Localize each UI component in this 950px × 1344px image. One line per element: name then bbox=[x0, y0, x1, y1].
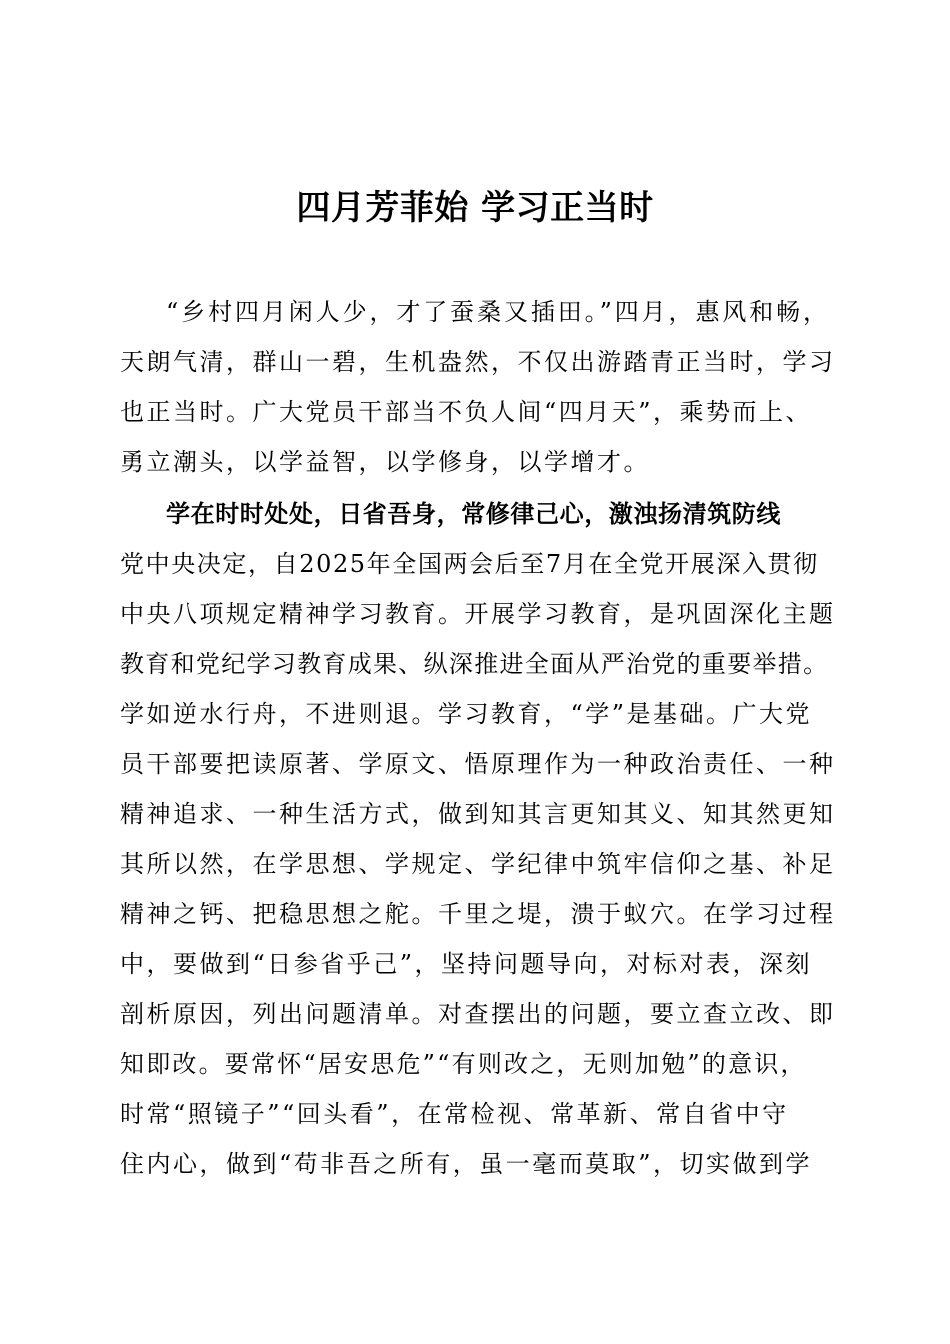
document-title: 四月芳菲始 学习正当时 bbox=[296, 188, 654, 228]
paragraph-1-line-4: 勇立潮头，以学益智，以学修身，以学增才。 bbox=[120, 448, 650, 476]
paragraph-1-line-1: “乡村四月闲人少，才了蚕桑又插田。”四月，惠风和畅， bbox=[166, 298, 830, 326]
paragraph-2-line-1: 党中央决定，自2025年全国两会后至7月在全党开展深入贯彻 bbox=[120, 550, 819, 578]
paragraph-2-line-7: 其所以然，在学思想、学规定、学纪律中筑牢信仰之基、补足 bbox=[120, 850, 836, 878]
paragraph-2-line-8: 精神之钙、把稳思想之舵。千里之堤，溃于蚁穴。在学习过程 bbox=[120, 900, 836, 928]
paragraph-2-line-10: 剖析原因，列出问题清单。对查摆出的问题，要立查立改、即 bbox=[120, 1000, 836, 1028]
paragraph-2-line-5: 员干部要把读原著、学原文、悟原理作为一种政治责任、一种 bbox=[120, 750, 836, 778]
paragraph-2-line-2: 中央八项规定精神学习教育。开展学习教育，是巩固深化主题 bbox=[120, 600, 836, 628]
paragraph-2-line-12: 时常“照镜子”“回头看”，在常检视、常革新、常自省中守 bbox=[120, 1100, 789, 1128]
paragraph-2-line-11: 知即改。要常怀“居安思危”“有则改之，无则加勉”的意识， bbox=[120, 1050, 807, 1078]
paragraph-1-line-3: 也正当时。广大党员干部当不负人间“四月天”，乘势而上、 bbox=[120, 398, 813, 426]
paragraph-2-line-3: 教育和党纪学习教育成果、纵深推进全面从严治党的重要举措。 bbox=[120, 650, 829, 678]
paragraph-2-line-9: 中，要做到“日参省乎己”，坚持问题导向，对标对表，深刻 bbox=[120, 950, 813, 978]
paragraph-1-line-2: 天朗气清，群山一碧，生机盎然，不仅出游踏青正当时，学习 bbox=[120, 348, 836, 376]
paragraph-2-line-13: 住内心，做到“苟非吾之所有，虽一毫而莫取”，切实做到学 bbox=[120, 1150, 813, 1178]
paragraph-2-line-6: 精神追求、一种生活方式，做到知其言更知其义、知其然更知 bbox=[120, 800, 836, 828]
paragraph-2-line-4: 学如逆水行舟，不进则退。学习教育，“学”是基础。广大党 bbox=[120, 700, 813, 728]
section-heading: 学在时时处处，日省吾身，常修律己心，激浊扬清筑防线 bbox=[166, 499, 781, 528]
